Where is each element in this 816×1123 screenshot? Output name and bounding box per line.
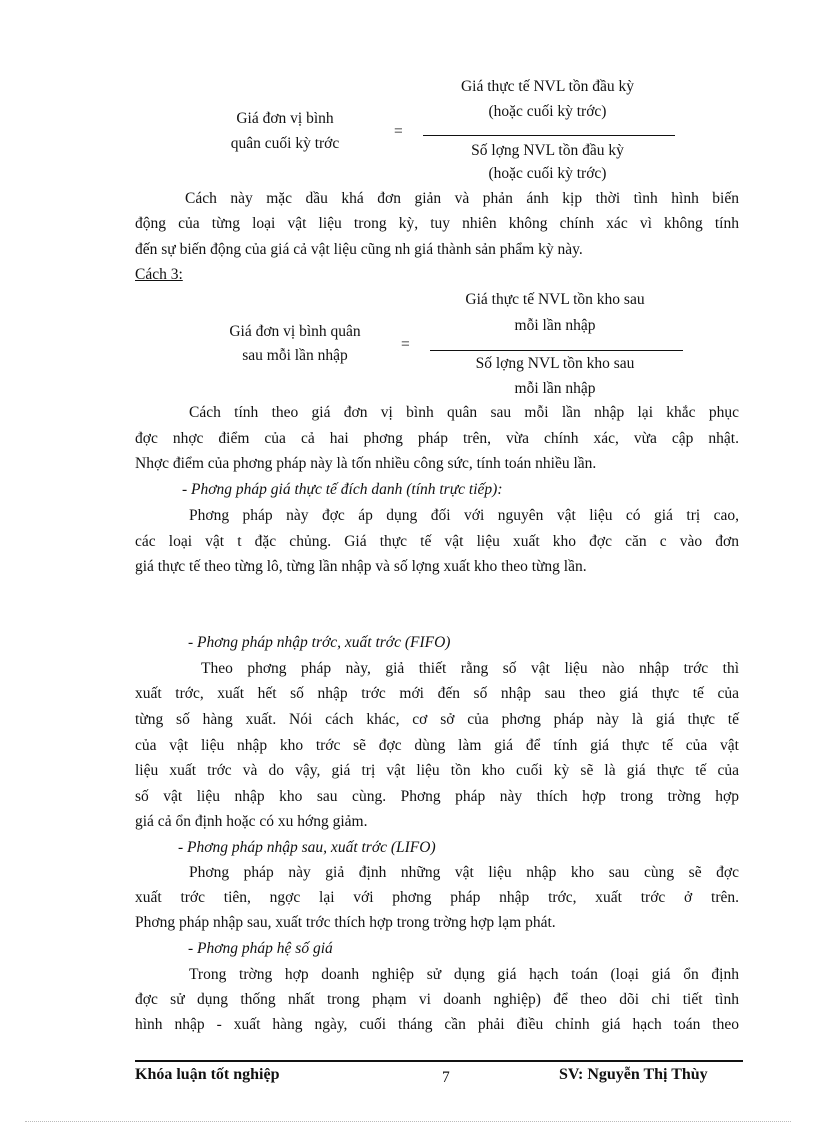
- para1-line2: động của từng loại vật liệu trong kỳ, tuy nhiên không chính xác vì không tính: [135, 215, 739, 232]
- para4-line5: liệu xuất trớc và do vậy, giá trị vật liệu tồn kho cuối kỳ sẽ là giá thực tế của: [135, 762, 739, 779]
- formula2-denominator-line2: mỗi lần nhập: [514, 380, 596, 397]
- para5-line2: xuất trớc tiên, ngợc lại với phơng pháp nhập trớc, xuất trớc ở trên.: [135, 889, 739, 906]
- para4-line7: giá cả ổn định hoặc có xu hớng giảm.: [135, 813, 368, 830]
- heading-lifo: - Phơng pháp nhập sau, xuất trớc (LIFO): [178, 839, 436, 856]
- para1-line3: đến sự biến động của giá cả vật liệu cũng nh giá thành sản phẩm kỳ này.: [135, 241, 583, 258]
- para3-line2: các loại vật t đặc chủng. Giá thực tế vật liệu xuất kho đợc căn c vào đơn: [135, 533, 739, 550]
- formula2-fraction-bar: [430, 350, 683, 351]
- para4-line2: xuất trớc, xuất hết số nhập trớc mới đến số nhập sau theo giá thực tế của: [135, 685, 739, 702]
- para1-line1: Cách này mặc dầu khá đơn giản và phản ánh kịp thời tình hình biến: [185, 190, 739, 207]
- formula1-equals: =: [394, 123, 403, 140]
- footer-rule: [135, 1060, 743, 1062]
- para3-line3: giá thực tế theo từng lô, từng lần nhập và số lợng xuất kho theo từng lần.: [135, 558, 587, 575]
- para6-line1: Trong trờng hợp doanh nghiệp sử dụng giá hạch toán (loại giá ổn định: [189, 966, 739, 983]
- para2-line1: Cách tính theo giá đơn vị bình quân sau mỗi lần nhập lại khắc phục: [189, 404, 739, 421]
- para3-line1: Phơng pháp này đợc áp dụng đối với nguyên vật liệu có giá trị cao,: [189, 507, 739, 524]
- formula1-numerator-line2: (hoặc cuối kỳ trớc): [488, 103, 607, 120]
- page-edge-dotted-line: [25, 1121, 791, 1122]
- formula2-numerator-line1: Giá thực tế NVL tồn kho sau: [465, 291, 645, 308]
- formula2-denominator-line1: Số lợng NVL tồn kho sau: [475, 355, 635, 372]
- para5-line3: Phơng pháp nhập sau, xuất trớc thích hợp trong trờng hợp lạm phát.: [135, 914, 556, 931]
- formula2-numerator-line2: mỗi lần nhập: [514, 317, 596, 334]
- para4-line4: của vật liệu nhập kho trớc sẽ đợc dùng làm giá để tính giá thực tế của vật: [135, 737, 739, 754]
- cach3-heading: Cách 3:: [135, 266, 183, 283]
- formula2-equals: =: [401, 336, 410, 353]
- para5-line1: Phơng pháp này giả định những vật liệu nhập kho sau cùng sẽ đợc: [189, 864, 739, 881]
- formula2-lhs-line2: sau mỗi lần nhập: [242, 347, 348, 364]
- formula1-lhs-line2: quân cuối kỳ trớc: [230, 135, 340, 152]
- footer-right: SV: Nguyễn Thị Thùy: [559, 1066, 708, 1083]
- formula1-denominator-line1: Số lợng NVL tồn đầu kỳ: [471, 142, 624, 159]
- para4-line1: Theo phơng pháp này, giả thiết rằng số vật liệu nào nhập trớc thì: [201, 660, 739, 677]
- heading-fifo: - Phơng pháp nhập trớc, xuất trớc (FIFO): [188, 634, 451, 651]
- formula1-lhs-line1: Giá đơn vị bình: [236, 110, 334, 127]
- footer-left: Khóa luận tốt nghiệp: [135, 1066, 280, 1083]
- heading-dich-danh: - Phơng pháp giá thực tế đích danh (tính trực tiếp):: [182, 481, 503, 498]
- formula1-denominator-line2: (hoặc cuối kỳ trớc): [488, 165, 607, 182]
- para6-line3: hình nhập - xuất hàng ngày, cuối tháng cần phải điều chỉnh giá hạch toán theo: [135, 1016, 739, 1033]
- para2-line2: đợc nhợc điểm của cả hai phơng pháp trên, vừa chính xác, vừa cập nhật.: [135, 430, 739, 447]
- para6-line2: đợc sử dụng thống nhất trong phạm vi doanh nghiệp) để theo dõi chi tiết tình: [135, 991, 739, 1008]
- formula1-numerator-line1: Giá thực tế NVL tồn đầu kỳ: [460, 78, 635, 95]
- para2-line3: Nhợc điểm của phơng pháp này là tốn nhiều công sức, tính toán nhiều lần.: [135, 455, 597, 472]
- heading-he-so-gia: - Phơng pháp hệ số giá: [188, 940, 333, 957]
- formula2-lhs-line1: Giá đơn vị bình quân: [229, 323, 361, 340]
- para4-line6: số vật liệu nhập kho sau cùng. Phơng pháp này thích hợp trong trờng hợp: [135, 788, 739, 805]
- formula1-fraction-bar: [423, 135, 675, 136]
- page-number: 7: [442, 1069, 450, 1086]
- para4-line3: từng số hàng xuất. Nói cách khác, cơ sở của phơng pháp này là giá thực tế: [135, 711, 739, 728]
